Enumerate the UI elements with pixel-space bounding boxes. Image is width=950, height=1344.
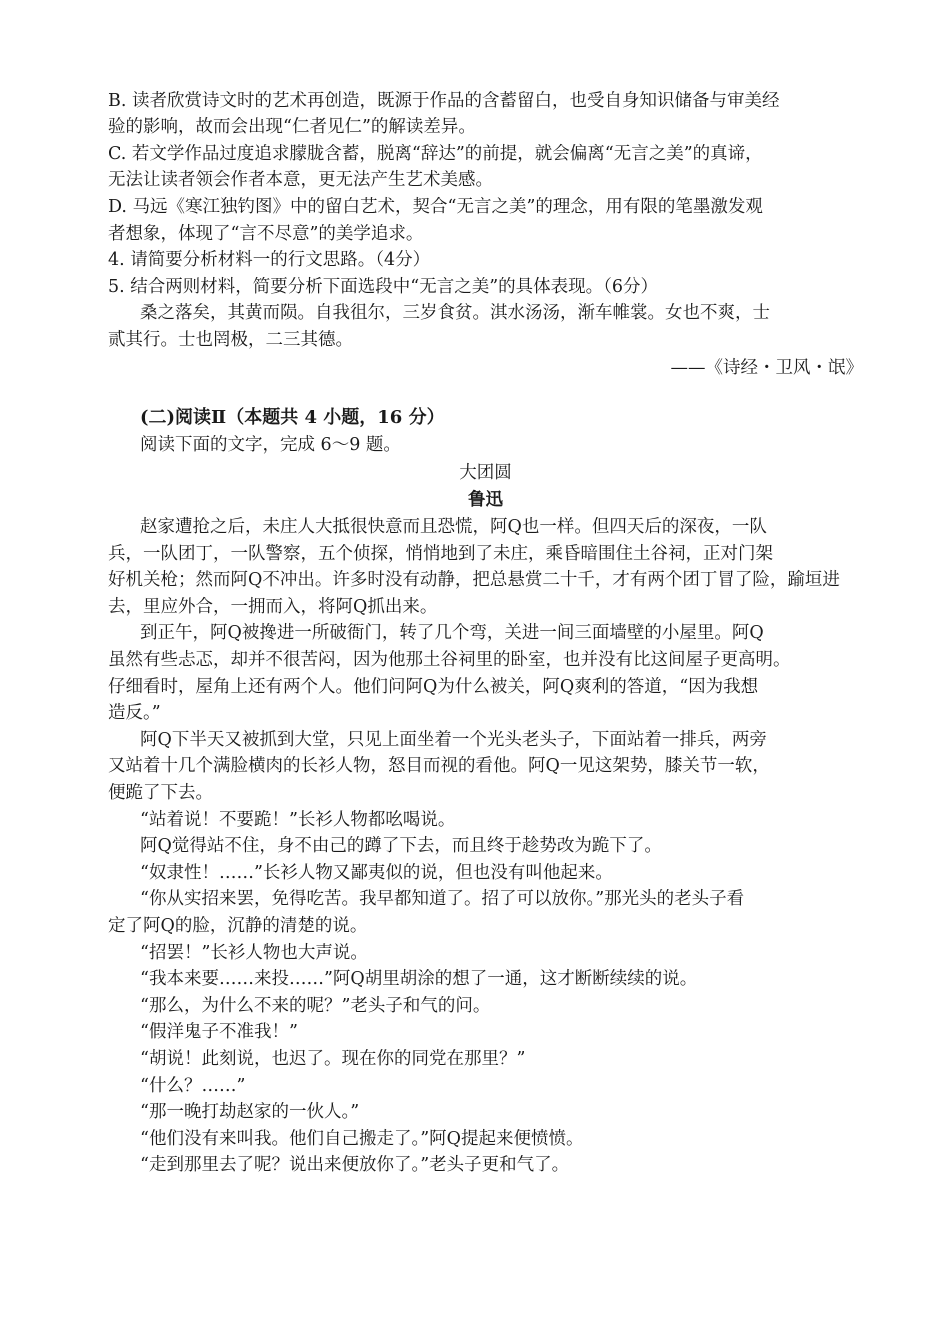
story-line: “胡说！此刻说，也迟了。现在你的同党在那里？” — [140, 1049, 526, 1069]
story-line: 阿Q下半天又被抓到大堂，只见上面坐着一个光头老头子，下面站着一排兵，两旁 — [140, 729, 767, 750]
story-line: “什么？……” — [140, 1075, 246, 1096]
story-line: “那一晚打劫赵家的一伙人。” — [140, 1102, 360, 1123]
story-line: “你从实招来罢，免得吃苦。我早都知道了。招了可以放你。”那光头的老头子看 — [140, 889, 745, 910]
question-5: 5. 结合两则材料，简要分析下面选段中“无言之美”的具体表现。（6分） — [108, 277, 659, 297]
story-line: “奴隶性！……”长衫人物又鄙夷似的说，但也没有叫他起来。 — [140, 862, 613, 883]
story-line: 仔细看时，屋角上还有两个人。他们问阿Q为什么被关，阿Q爽利的答道，“因为我想 — [108, 676, 759, 697]
section-heading — [140, 405, 895, 431]
option-d-line-2: 者想象，体现了“言不尽意”的美学追求。 — [108, 224, 424, 244]
story-line: 定了阿Q的脸，沉静的清楚的说。 — [108, 916, 368, 936]
story-line: 虽然有些忐忑，却并不很苦闷，因为他那土谷祠里的卧室，也并没有比这间屋子更高明。 — [108, 650, 791, 670]
section-heading-text: (二)阅读Ⅱ（本题共 4 小题，16 分） — [140, 407, 445, 428]
story-line: 兵，一队团丁，一队警察，五个侦探，悄悄地到了未庄，乘昏暗围住土谷祠，正对门架 — [108, 543, 773, 564]
section-instruction: 阅读下面的文字，完成 6～9 题。 — [140, 435, 401, 455]
story-line: 赵家遭抢之后，未庄人大抵很快意而且恐慌，阿Q也一样。但四天后的深夜，一队 — [140, 517, 767, 537]
story-line: “我本来要……来投……”阿Q胡里胡涂的想了一通，这才断断续续的说。 — [140, 969, 698, 990]
story-author: 鲁迅 — [468, 490, 503, 510]
option-c-line-2: 无法让读者领会作者本意，更无法产生艺术美感。 — [108, 170, 493, 190]
story-line: 好机关枪；然而阿Q不冲出。许多时没有动静，把总悬赏二十千，才有两个团丁冒了险，踰垣进 — [108, 570, 840, 591]
story-line: “招罢！”长衫人物也大声说。 — [140, 942, 368, 963]
story-line: “站着说！不要跪！”长衫人物都吆喝说。 — [140, 809, 456, 830]
option-b-line-2: 验的影响，故而会出现“仁者见仁”的解读差异。 — [108, 117, 476, 137]
story-line: 便跪了下去。 — [108, 783, 213, 803]
story-line: 去，里应外合，一拥而入，将阿Q抓出来。 — [108, 596, 438, 617]
story-line: “那么，为什么不来的呢？”老头子和气的问。 — [140, 995, 491, 1016]
story-line: 造反。” — [108, 703, 161, 724]
story-line: “假洋鬼子不准我！” — [140, 1022, 298, 1043]
option-c-line-1: C. 若文学作品过度追求朦胧含蓄，脱离“辞达”的前提，就会偏离“无言之美”的真谛， — [108, 144, 763, 164]
story-line: 又站着十几个满脸横肉的长衫人物，怒目而视的看他。阿Q一见这架势，膝关节一软， — [108, 756, 770, 777]
story-line: “走到那里去了呢？说出来便放你了。”老头子更和气了。 — [140, 1155, 570, 1176]
option-b-line-1: B. 读者欣赏诗文时的艺术再创造，既源于作品的含蓄留白，也受自身知识储备与审美经 — [108, 91, 780, 111]
story-line: “他们没有来叫我。他们自己搬走了。”阿Q提起来便愤愤。 — [140, 1128, 584, 1149]
story-line: 到正午，阿Q被搀进一所破衙门，转了几个弯，关进一间三面墙壁的小屋里。阿Q — [140, 623, 764, 644]
story-line: 阿Q觉得站不住，身不由己的蹲了下去，而且终于趁势改为跪下了。 — [140, 836, 662, 857]
poem-source: ——《诗经・卫风・氓》 — [670, 358, 863, 378]
story-title: 大团圆 — [459, 463, 512, 483]
option-d-line-1: D. 马远《寒江独钓图》中的留白艺术，契合“无言之美”的理念，用有限的笔墨激发观 — [108, 197, 763, 217]
question-4: 4. 请简要分析材料一的行文思路。（4分） — [108, 250, 431, 270]
poem-line-1: 桑之落矣，其黄而陨。自我徂尔，三岁食贫。淇水汤汤，渐车帷裳。女也不爽，士 — [140, 303, 770, 323]
poem-line-2: 贰其行。士也罔极，二三其德。 — [108, 330, 353, 350]
